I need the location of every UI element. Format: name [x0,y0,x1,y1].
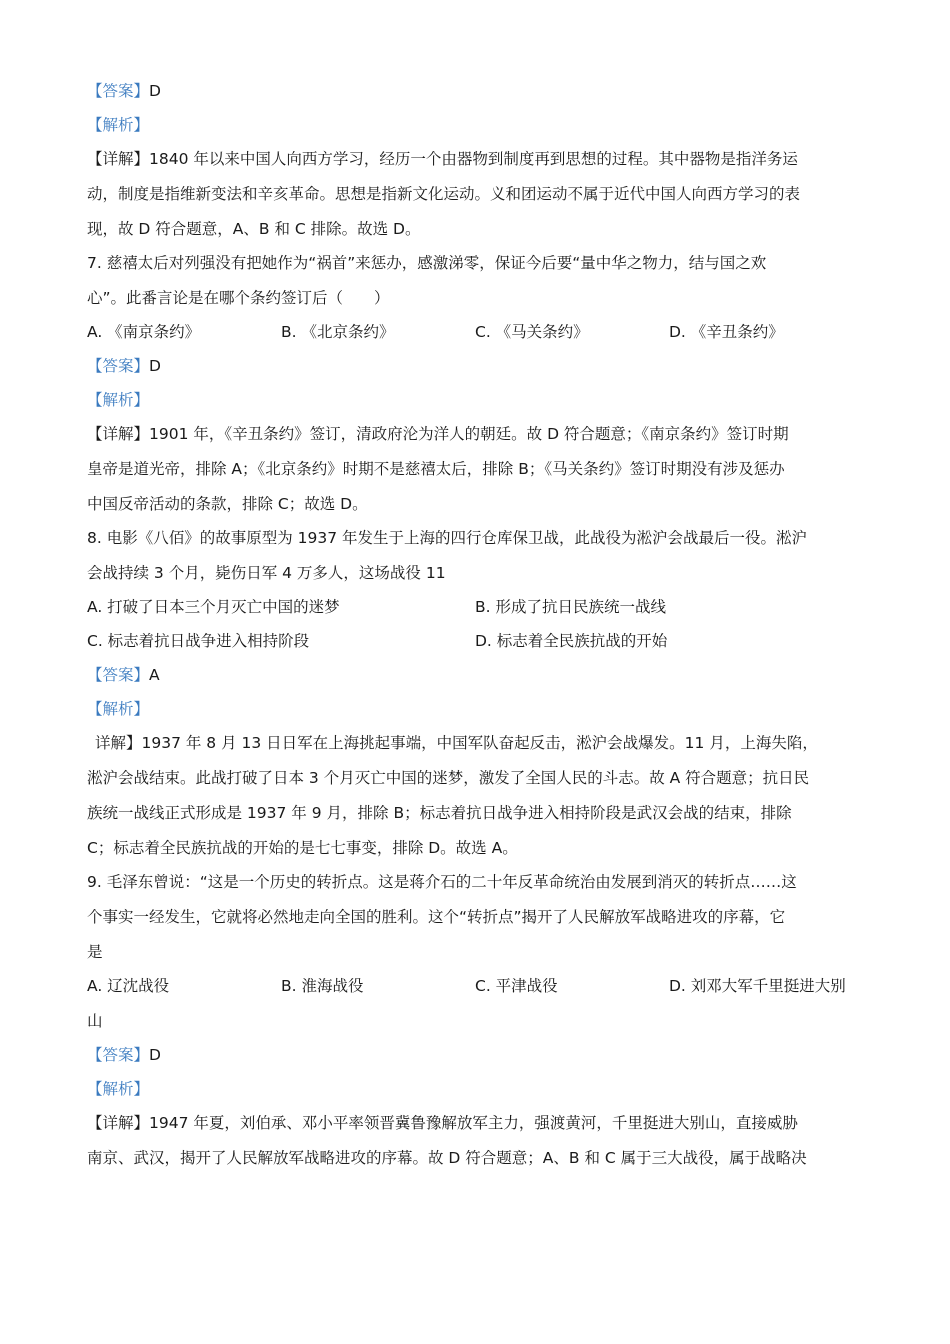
q9-analysis [87,1079,877,1099]
answer-tag: 【答案】 [87,1046,150,1064]
q8-stem-line-1: 8. 电影《八佰》的故事原型为 1937 年发生于上海的四行仓库保卫战，此战役为淞沪会战最后一役。淞沪 [87,529,808,547]
q9-stem-line-2: 个事实一经发生，它就将必然地走向全国的胜利。这个“转折点”揭开了人民解放军战略进攻的序幕，它 [87,908,786,926]
q7-options [87,322,877,342]
analysis-tag: 【解析】 [87,700,150,718]
q9-answer [87,1045,877,1065]
answer-value: A [149,666,160,684]
answer-tag: 【答案】 [87,666,150,684]
q8-analysis [87,699,877,719]
q9-stem-line-1: 9. 毛泽东曾说：“这是一个历史的转折点。这是蒋介石的二十年反革命统治由发展到消灭的转折点……这 [87,873,797,891]
q8-detail-line-4: C；标志着全民族抗战的开始的是七七事变，排除 D。故选 A。 [87,839,518,857]
analysis-tag: 【解析】 [87,1080,150,1098]
option-c: C. 平津战役 [475,977,558,995]
answer-value: D [149,357,161,375]
option-c: C. 《马关条约》 [475,323,589,341]
q9-stem-line-3: 是 [87,943,103,961]
option-d: D. 标志着全民族抗战的开始 [475,632,668,650]
option-d: D. 刘邓大军千里挺进大别 [669,977,846,995]
q6-analysis [87,115,877,135]
q8-options-row-2 [87,631,877,651]
q7-detail-line-2: 皇帝是道光帝，排除 A；《北京条约》时期不是慈禧太后，排除 B；《马关条约》签订时期没有涉及惩办 [87,460,785,478]
document-page [87,72,877,1168]
q8-options-row-1 [87,597,877,617]
q8-detail-line-3: 族统一战线正式形成是 1937 年 9 月，排除 B；标志着抗日战争进入相持阶段是武汉会战的结束，排除 [87,804,792,822]
q9-options [87,976,877,996]
q7-answer [87,356,877,376]
q7-detail-line-3: 中国反帝活动的条款，排除 C；故选 D。 [87,495,368,513]
detail-tag: 【详解】 [87,1114,150,1132]
option-b: B. 淮海战役 [281,977,364,995]
option-a: A. 辽沈战役 [87,977,170,995]
analysis-tag: 【解析】 [87,116,150,134]
q6-detail-line-3: 现，故 D 符合题意，A、B 和 C 排除。故选 D。 [87,220,421,238]
q9-option-wrap: 山 [87,1012,103,1030]
q6-answer [87,81,877,101]
option-c: C. 标志着抗日战争进入相持阶段 [87,632,310,650]
option-b: B. 《北京条约》 [281,323,395,341]
option-b: B. 形成了抗日民族统一战线 [475,598,666,616]
option-a: A. 《南京条约》 [87,323,201,341]
option-a: A. 打破了日本三个月灭亡中国的迷梦 [87,598,340,616]
q9-detail-line-2: 南京、武汉，揭开了人民解放军战略进攻的序幕。故 D 符合题意；A、B 和 C 属于三大战役，属于战略决 [87,1149,807,1167]
q7-detail-line-1: 【详解】1901 年，《辛丑条约》签订，清政府沦为洋人的朝廷。故 D 符合题意；《南京条约》签订时期 [87,425,789,443]
q8-answer [87,665,877,685]
answer-value: D [149,1046,161,1064]
answer-tag: 【答案】 [87,357,150,375]
q6-detail-line-2: 动，制度是指维新变法和辛亥革命。思想是指新文化运动。义和团运动不属于近代中国人向西方学习的表 [87,185,801,203]
answer-value: D [149,82,161,100]
option-d: D. 《辛丑条约》 [669,323,784,341]
q8-detail-line-1: 详解】1937 年 8 月 13 日日军在上海挑起事端，中国军队奋起反击，淞沪会战爆发。11 月，上海失陷， [95,734,818,752]
detail-tag: 【详解】 [87,150,150,168]
answer-tag: 【答案】 [87,82,150,100]
q9-detail-line-1: 【详解】1947 年夏，刘伯承、邓小平率领晋冀鲁豫解放军主力，强渡黄河，千里挺进大别山，直接威胁 [87,1114,798,1132]
q7-stem-line-2: 心”。此番言论是在哪个条约签订后（ ） [87,289,390,307]
q6-detail-line-1: 【详解】1840 年以来中国人向西方学习，经历一个由器物到制度再到思想的过程。其中器物是指洋务运 [87,150,798,168]
q8-stem-line-2: 会战持续 3 个月，毙伤日军 4 万多人，这场战役 11 [87,564,446,582]
detail-tag: 【详解】 [87,425,150,443]
analysis-tag: 【解析】 [87,391,150,409]
q8-detail-line-2: 淞沪会战结束。此战打破了日本 3 个月灭亡中国的迷梦，激发了全国人民的斗志。故 A 符合题意；抗日民 [87,769,810,787]
q7-stem-line-1: 7. 慈禧太后对列强没有把她作为“祸首”来惩办，感激涕零，保证今后要“量中华之物力，结与国之欢 [87,254,767,272]
q7-analysis [87,390,877,410]
